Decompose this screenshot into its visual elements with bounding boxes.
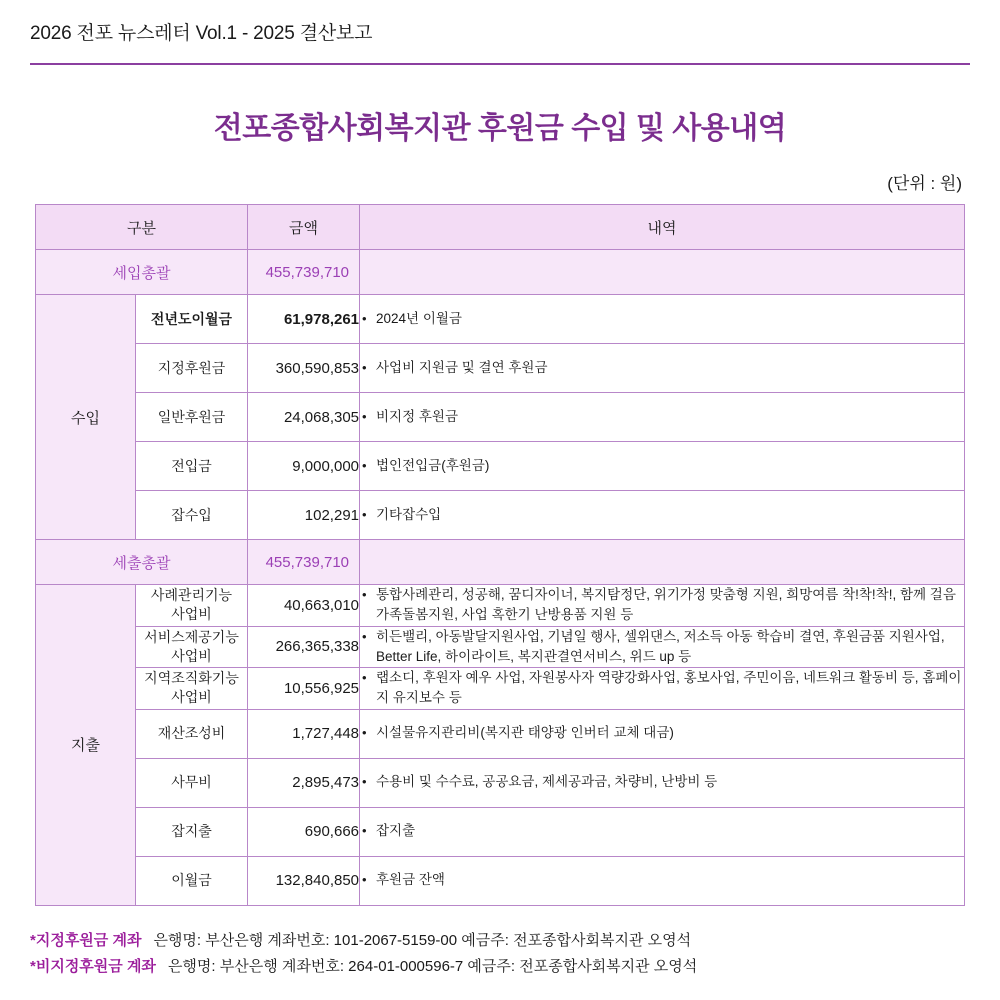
newsletter-kicker: 2026 전포 뉴스레터 Vol.1 - 2025 결산보고 [30, 23, 373, 44]
desc-item: • 비지정 후원금 [374, 407, 964, 427]
row-amount: 102,291 [248, 491, 360, 540]
row-desc [360, 668, 965, 710]
table-row-income-total [36, 250, 965, 295]
unit-note: (단위 : 원) [887, 174, 962, 193]
desc-item: • 통합사례관리, 성공해, 꿈디자이너, 복지탐정단, 위기가정 맞춤형 지원, 희망여름 착!착!착!, 함께 걸음 가족돌봄지원, 사업 혹한기 난방용품 지원 등 [374, 585, 964, 626]
row-amount: 61,978,261 [248, 295, 360, 344]
row-desc [360, 295, 965, 344]
table-row [36, 856, 965, 905]
row-amount: 132,840,850 [248, 856, 360, 905]
row-amount: 2,895,473 [248, 758, 360, 807]
row-amount: 1,727,448 [248, 709, 360, 758]
expense-total-desc [360, 540, 965, 585]
table-row-expense-total [36, 540, 965, 585]
footnote-line [30, 928, 970, 954]
table-row [36, 585, 965, 627]
income-total-label: 세입총괄 [36, 250, 248, 295]
table-row [36, 393, 965, 442]
expense-total-label: 세출총괄 [36, 540, 248, 585]
table-row [36, 758, 965, 807]
footnote-text: 은행명: 부산은행 계좌번호: 264-01-000596-7 예금주: 전포종합사회복지관 오영석 [167, 957, 698, 975]
finance-table [35, 204, 965, 906]
row-amount: 9,000,000 [248, 442, 360, 491]
table-row [36, 442, 965, 491]
desc-item: • 잡지출 [374, 821, 964, 841]
table-row [36, 344, 965, 393]
desc-item: • 법인전입금(후원금) [374, 456, 964, 476]
row-label-line1: 서비스제공기능 [144, 628, 239, 645]
table-row [36, 491, 965, 540]
desc-item: • 기타잡수입 [374, 505, 964, 525]
group-label-expense: 지출 [36, 585, 136, 906]
footnote-line [30, 954, 970, 980]
table-row [36, 626, 965, 668]
finance-table-wrap [35, 204, 965, 906]
row-label: 전입금 [136, 442, 248, 491]
title-block [0, 103, 1000, 147]
row-label [136, 585, 248, 627]
footnotes [30, 928, 970, 981]
row-amount: 360,590,853 [248, 344, 360, 393]
row-desc [360, 856, 965, 905]
row-label: 이월금 [136, 856, 248, 905]
desc-item: • 사업비 지원금 및 결연 후원금 [374, 358, 964, 378]
table-row [36, 295, 965, 344]
desc-item: • 시설물유지관리비(복지관 태양광 인버터 교체 대금) [374, 723, 964, 743]
document-header [0, 0, 1000, 55]
footnote-key: *지정후원금 계좌 [30, 931, 142, 949]
row-desc [360, 758, 965, 807]
column-header-category: 구분 [36, 205, 248, 250]
row-desc [360, 491, 965, 540]
row-amount: 266,365,338 [248, 626, 360, 668]
desc-item: • 수용비 및 수수료, 공공요금, 제세공과금, 차량비, 난방비 등 [374, 772, 964, 792]
row-label: 재산조성비 [136, 709, 248, 758]
row-desc [360, 393, 965, 442]
row-label-line2: 사업비 [171, 647, 212, 664]
table-header-row [36, 205, 965, 250]
footnote-text: 은행명: 부산은행 계좌번호: 101-2067-5159-00 예금주: 전포종합사회복지관 오영석 [153, 931, 692, 949]
row-label [136, 668, 248, 710]
table-row [36, 709, 965, 758]
income-total-amount: 455,739,710 [248, 250, 360, 295]
row-label: 잡지출 [136, 807, 248, 856]
desc-item: • 2024년 이월금 [374, 309, 964, 329]
row-desc [360, 709, 965, 758]
row-label: 잡수입 [136, 491, 248, 540]
page-title: 전포종합사회복지관 후원금 수입 및 사용내역 [213, 112, 787, 145]
row-amount: 40,663,010 [248, 585, 360, 627]
row-amount: 690,666 [248, 807, 360, 856]
column-header-amount: 금액 [248, 205, 360, 250]
footnote-key: *비지정후원금 계좌 [30, 957, 156, 975]
row-desc [360, 585, 965, 627]
row-amount: 24,068,305 [248, 393, 360, 442]
row-label: 지정후원금 [136, 344, 248, 393]
row-label-line1: 사례관리기능 [150, 587, 233, 604]
row-label: 사무비 [136, 758, 248, 807]
desc-item: • 히든밸리, 아동발달지원사업, 기념일 행사, 셀위댄스, 저소득 아동 학습비 결연, 후원금품 지원사업, Better Life, 하이라이트, 복지관결연서비스, 위드 up 등 [374, 627, 964, 668]
column-header-detail: 내역 [360, 205, 965, 250]
header-divider [30, 63, 970, 65]
row-label [136, 626, 248, 668]
income-total-desc [360, 250, 965, 295]
row-label: 전년도이월금 [136, 295, 248, 344]
row-label-line2: 사업비 [171, 689, 212, 706]
row-amount: 10,556,925 [248, 668, 360, 710]
desc-item: • 랩소디, 후원자 예우 사업, 자원봉사자 역량강화사업, 홍보사업, 주민이음, 네트워크 활동비 등, 홈페이지 유지보수 등 [374, 668, 964, 709]
row-label-line1: 지역조직화기능 [144, 670, 239, 687]
desc-item: • 후원금 잔액 [374, 870, 964, 890]
group-label-income: 수입 [36, 295, 136, 540]
table-row [36, 807, 965, 856]
table-row [36, 668, 965, 710]
row-desc [360, 344, 965, 393]
row-desc [360, 807, 965, 856]
row-label-line2: 사업비 [171, 606, 212, 623]
expense-total-amount: 455,739,710 [248, 540, 360, 585]
row-desc [360, 626, 965, 668]
row-label: 일반후원금 [136, 393, 248, 442]
row-desc [360, 442, 965, 491]
